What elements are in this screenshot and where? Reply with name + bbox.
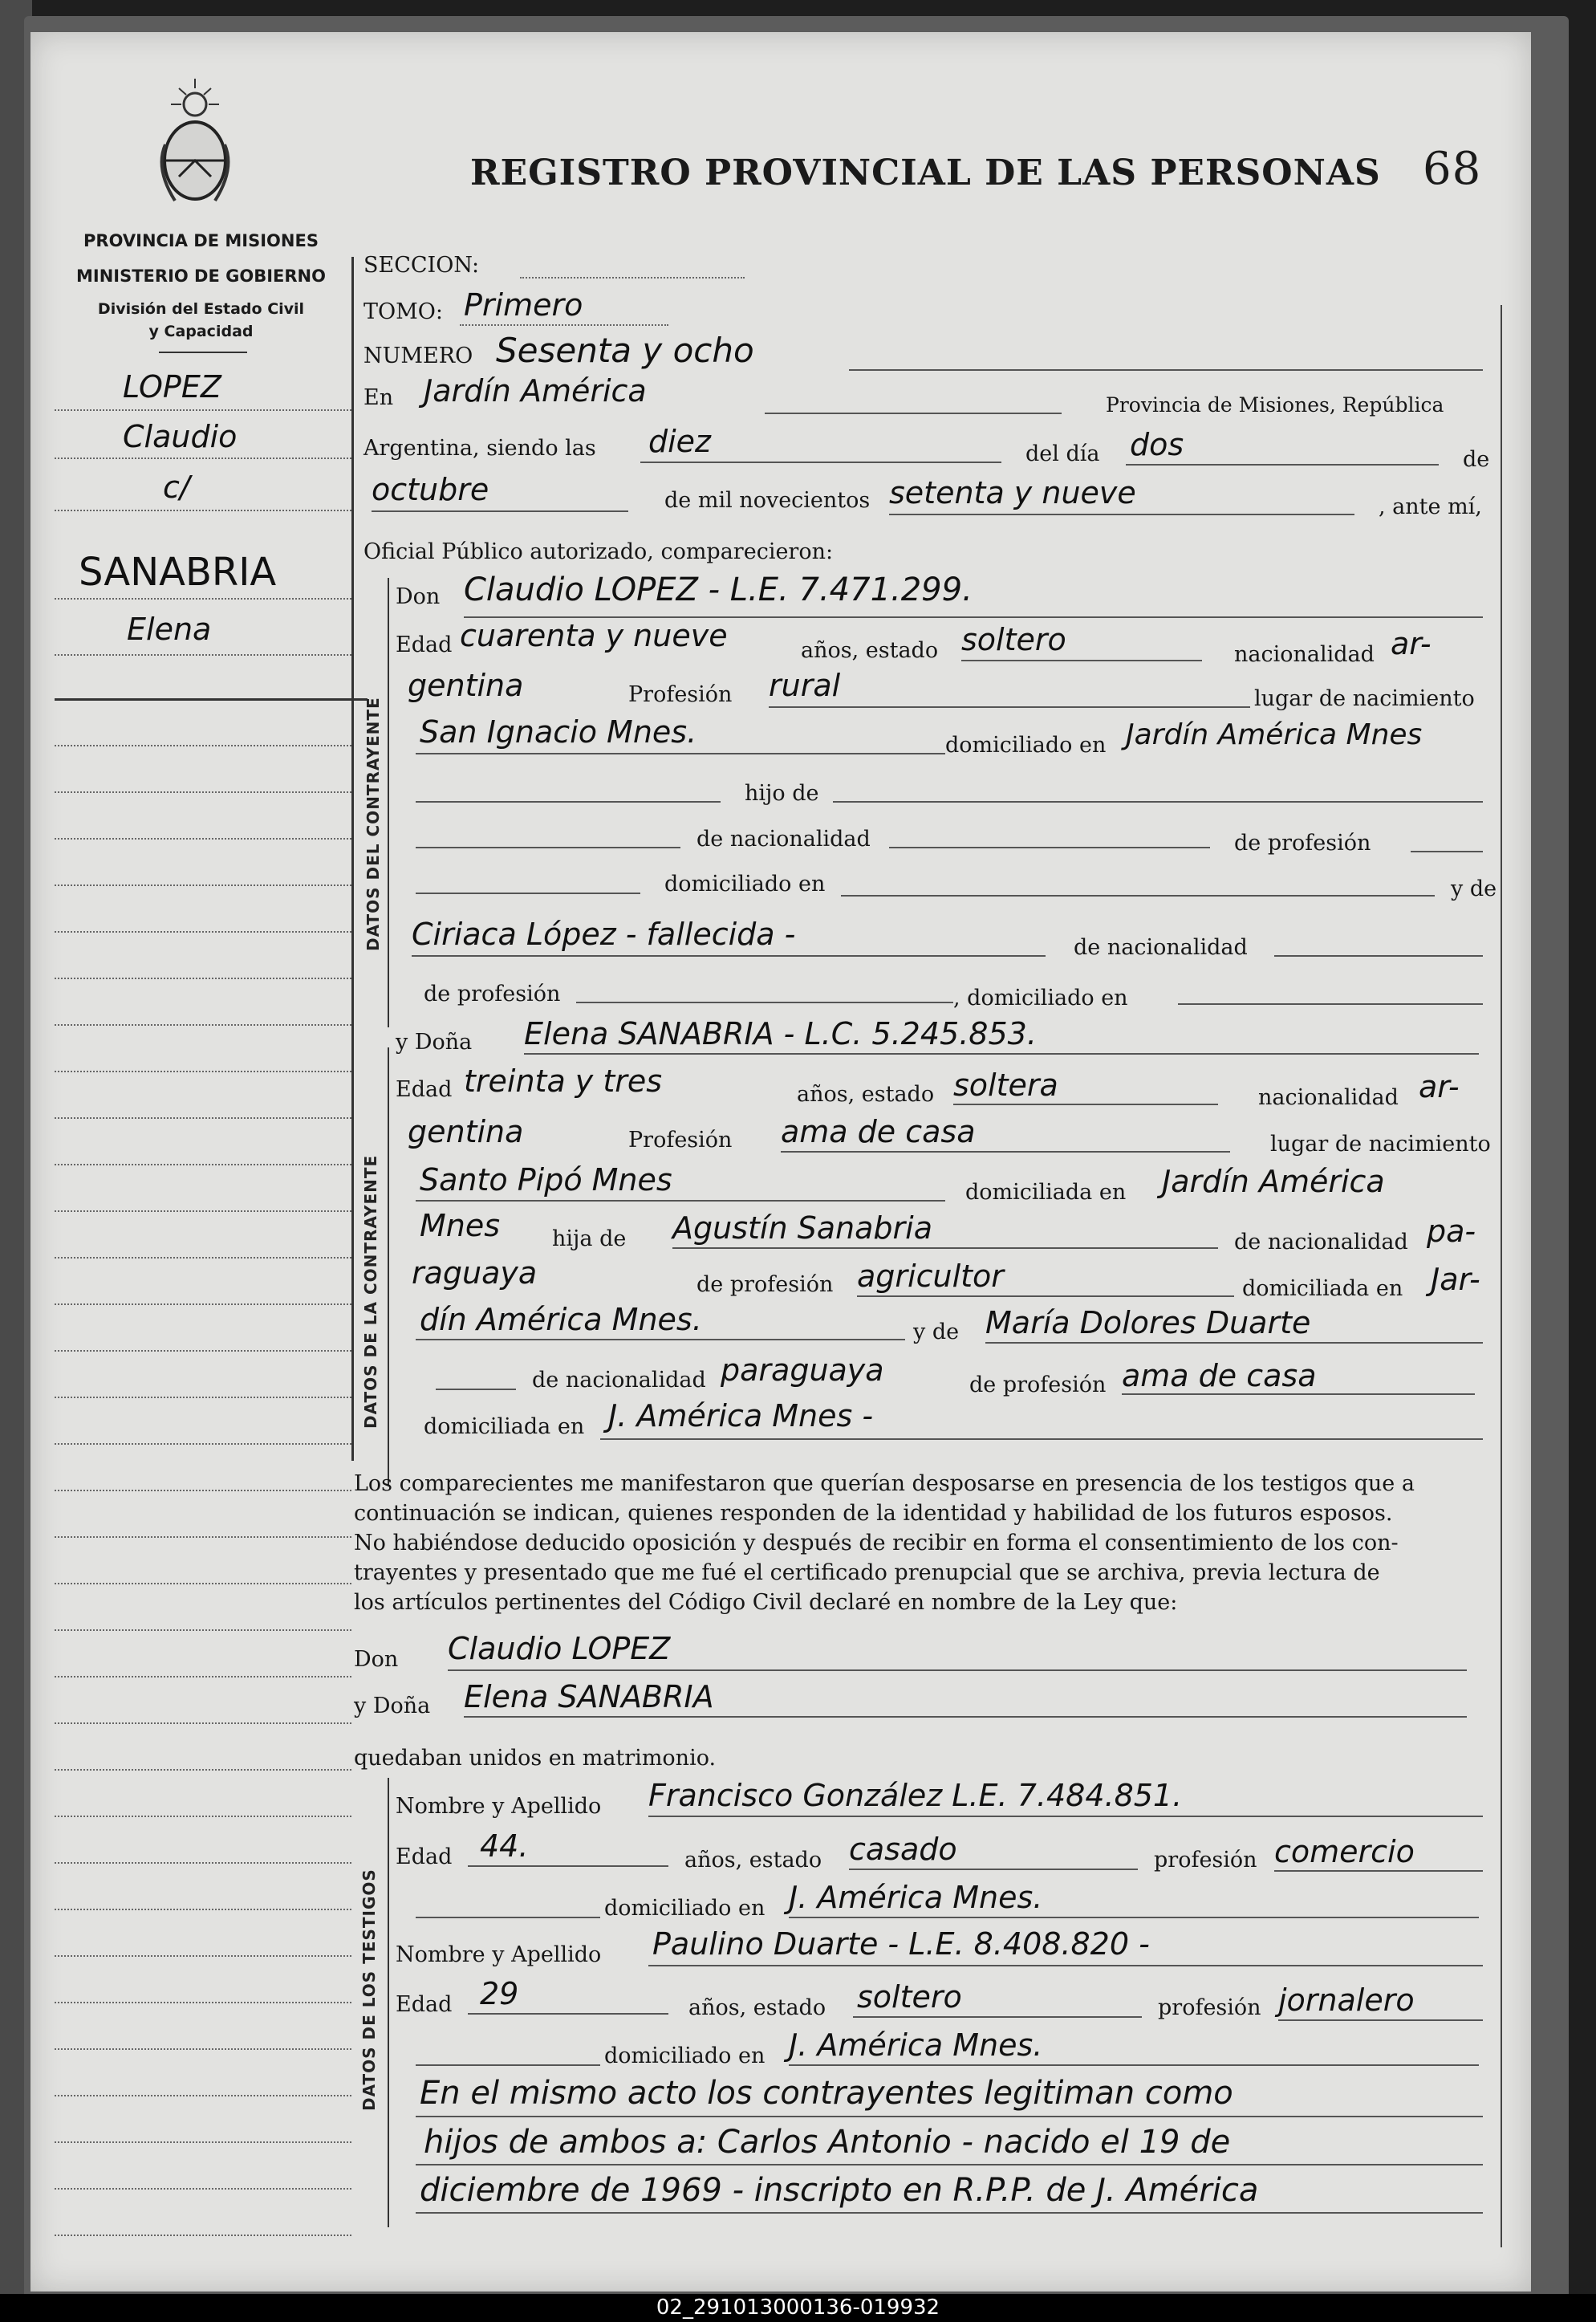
c1-y-de-label: y de xyxy=(1451,876,1497,901)
margin-rule xyxy=(351,257,354,1461)
c2-dona-label: y Doña xyxy=(396,1030,473,1055)
declaration-line: trayentes y presentado que me fué el certificado prenupcial que se archiva, previa lectura de xyxy=(354,1560,1380,1585)
sidebar-org-line-1: PROVINCIA DE MISIONES xyxy=(83,231,319,250)
numero-line xyxy=(849,369,1483,371)
c2-nacionalidad-value-1: ar- xyxy=(1419,1069,1460,1104)
contrayente-1-rule xyxy=(388,578,389,1027)
de-text: de xyxy=(1463,447,1490,472)
c1-edad-value: cuarenta y nueve xyxy=(460,618,728,653)
c2-padre-nac-value-1: pa- xyxy=(1427,1214,1476,1249)
t2-estado-value: soltero xyxy=(857,1979,962,2015)
nota-rule-3 xyxy=(416,2212,1483,2214)
contrayente-1-side-label: DATOS DEL CONTRAYENTE xyxy=(363,697,383,951)
tomo-label: TOMO: xyxy=(363,299,444,324)
scan-caption: 02_291013000136-019932 xyxy=(656,2296,940,2320)
sidebar-org-line-2: MINISTERIO DE GOBIERNO xyxy=(76,266,326,286)
nota-line-2: hijos de ambos a: Carlos Antonio - nacido el 19 de xyxy=(424,2124,1231,2161)
argentina-text: Argentina, siendo las xyxy=(363,436,596,461)
c2-domicilio-value-1: Jardín América xyxy=(1162,1164,1385,1199)
c2-padre-value: Agustín Sanabria xyxy=(672,1210,932,1246)
t2-profesion-line xyxy=(1278,2019,1483,2021)
sidebar-org-line-3: División del Estado Civil xyxy=(97,300,305,318)
c1-estado-line xyxy=(961,660,1202,661)
seccion-label: SECCION: xyxy=(363,253,480,278)
register-page xyxy=(30,32,1531,2292)
c2-profesion-value: ama de casa xyxy=(781,1114,976,1149)
c1-de-nacionalidad-label: de nacionalidad xyxy=(696,827,871,852)
t1-nombre-line xyxy=(648,1816,1483,1817)
c1-domiciliado-label: domiciliado en xyxy=(945,733,1107,758)
c1-nac-line-b xyxy=(889,847,1210,848)
c1-nacionalidad-value-1: ar- xyxy=(1391,626,1432,661)
testigos-side-label: DATOS DE LOS TESTIGOS xyxy=(359,1869,379,2111)
decl-dona-value: Elena SANABRIA xyxy=(464,1679,714,1714)
page-number: 68 xyxy=(1423,143,1482,195)
c2-madre-value: María Dolores Duarte xyxy=(985,1305,1311,1340)
testigos-rule xyxy=(388,1778,389,2227)
c2-nacionalidad-label: nacionalidad xyxy=(1258,1085,1399,1110)
declaration-line: continuación se indican, quienes responden de la identidad y habilidad de los futuros esposos. xyxy=(354,1501,1393,1526)
register-header-title: REGISTRO PROVINCIAL DE LAS PERSONAS xyxy=(470,152,1381,193)
sidebar-given-1: Claudio xyxy=(123,419,238,454)
t1-profesion-value: comercio xyxy=(1274,1834,1415,1869)
en-label: En xyxy=(363,385,394,410)
declaration-line: los artículos pertinentes del Código Civil declaré en nombre de la Ley que: xyxy=(354,1590,1178,1615)
contrayente-2-rule xyxy=(388,1047,389,1485)
en-value: Jardín América xyxy=(424,373,647,409)
dia-value: dos xyxy=(1130,427,1184,462)
tomo-line xyxy=(460,324,668,326)
c2-madre-nac-value: paraguaya xyxy=(721,1352,884,1388)
c1-madre-nac-label: de nacionalidad xyxy=(1074,935,1248,960)
t1-edad-value: 44. xyxy=(480,1828,529,1864)
nota-rule-2 xyxy=(416,2164,1483,2165)
c1-don-label: Don xyxy=(396,584,441,609)
c1-madre-dom-line xyxy=(1178,1003,1483,1005)
c2-profesion-label: Profesión xyxy=(628,1128,733,1153)
c1-dom-line-b xyxy=(841,895,1435,897)
t2-edad-label: Edad xyxy=(396,1992,453,2017)
c1-domicilio-value: Jardín América Mnes xyxy=(1126,718,1423,751)
t1-edad-line xyxy=(468,1865,668,1867)
c1-madre-nac-line xyxy=(1274,955,1483,957)
c2-madre-dom-line xyxy=(600,1438,1483,1440)
c1-profesion-label: Profesión xyxy=(628,682,733,707)
c1-madre-prof-label: de profesión xyxy=(424,982,561,1006)
c2-lugar-line xyxy=(416,1200,945,1202)
t2-estado-line xyxy=(853,2016,1142,2018)
c1-madre-prof-line xyxy=(576,1002,953,1003)
t2-nombre-label: Nombre y Apellido xyxy=(396,1942,602,1967)
c2-profesion-line xyxy=(781,1151,1230,1153)
t2-anios-estado: años, estado xyxy=(688,1995,826,2020)
c1-anios-estado: años, estado xyxy=(801,638,939,663)
c2-edad-label: Edad xyxy=(396,1077,453,1102)
mes-line xyxy=(372,510,628,512)
nota-rule-1 xyxy=(416,2116,1483,2117)
t1-nombre-label: Nombre y Apellido xyxy=(396,1794,602,1819)
t1-profesion-line xyxy=(1274,1870,1483,1872)
declaration-line: Los comparecientes me manifestaron que querían desposarse en presencia de los testigos que a xyxy=(354,1471,1415,1496)
c2-padre-dom-label: domiciliada en xyxy=(1242,1276,1403,1301)
c1-estado-value: soltero xyxy=(961,622,1066,657)
t2-profesion-value: jornalero xyxy=(1278,1982,1415,2018)
c2-padre-dom-value-1: Jar- xyxy=(1431,1262,1480,1297)
oficial-text: Oficial Público autorizado, comparecieron: xyxy=(363,539,834,564)
c1-madre-dom-label: , domiciliado en xyxy=(953,986,1128,1011)
c2-padre-line xyxy=(672,1247,1218,1249)
t1-estado-line xyxy=(849,1869,1138,1870)
dia-line xyxy=(1126,464,1439,466)
c2-madre-dom-label: domiciliada en xyxy=(424,1414,585,1439)
c1-lugar-line xyxy=(416,753,945,754)
c2-padre-dom-value-2: dín América Mnes. xyxy=(420,1302,702,1337)
t2-profesion-label: profesión xyxy=(1158,1995,1261,2020)
sidebar-conjunction: c/ xyxy=(163,470,190,505)
t1-dom-line-b xyxy=(789,1917,1479,1918)
decl-don-label: Don xyxy=(354,1647,399,1672)
c2-padre-dom-line xyxy=(416,1339,905,1340)
t2-domicilio-value: J. América Mnes. xyxy=(789,2027,1043,2063)
c2-padre-prof-label: de profesión xyxy=(696,1272,834,1297)
mes-value: octubre xyxy=(372,472,489,507)
c2-lugar-label: lugar de nacimiento xyxy=(1270,1132,1491,1157)
c2-madre-prof-value: ama de casa xyxy=(1122,1358,1317,1393)
t1-profesion-label: profesión xyxy=(1154,1848,1257,1873)
c1-edad-label: Edad xyxy=(396,632,453,657)
coat-of-arms-icon xyxy=(151,72,239,209)
c1-madre-line xyxy=(412,955,1046,957)
anio-value: setenta y nueve xyxy=(889,475,1136,510)
c1-hijo-line-b xyxy=(833,801,1483,803)
c2-dona-value: Elena SANABRIA - L.C. 5.245.853. xyxy=(524,1016,1037,1051)
c1-profesion-line xyxy=(769,706,1250,708)
c2-nacionalidad-value-2: gentina xyxy=(408,1114,524,1149)
c1-prof-line xyxy=(1411,851,1483,852)
c2-madre-prof-label: de profesión xyxy=(969,1372,1107,1397)
decl-unidos-text: quedaban unidos en matrimonio. xyxy=(354,1746,717,1771)
t1-nombre-value: Francisco González L.E. 7.484.851. xyxy=(648,1778,1183,1813)
provincia-text: Provincia de Misiones, República xyxy=(1106,393,1444,417)
c2-padre-prof-line xyxy=(857,1295,1234,1297)
c1-domiciliado-en-label: domiciliado en xyxy=(664,872,826,897)
c1-lugar-label: lugar de nacimiento xyxy=(1254,686,1475,711)
c2-madre-line xyxy=(985,1342,1483,1344)
t1-anios-estado: años, estado xyxy=(684,1848,822,1873)
decl-don-value: Claudio LOPEZ xyxy=(448,1631,671,1666)
contrayente-2-side-label: DATOS DE LA CONTRAYENTE xyxy=(361,1154,380,1429)
c1-profesion-value: rural xyxy=(769,668,841,703)
numero-value: Sesenta y ocho xyxy=(496,331,754,370)
c1-de-profesion-label: de profesión xyxy=(1234,831,1371,856)
del-dia-text: del día xyxy=(1025,441,1100,466)
t1-estado-value: casado xyxy=(849,1832,957,1867)
declaration-line: No habiéndose deducido oposición y después de recibir en forma el consentimiento de los con- xyxy=(354,1531,1399,1555)
c1-nacionalidad-label: nacionalidad xyxy=(1234,642,1375,667)
sidebar-divider xyxy=(159,352,247,353)
c2-lugar-value: Santo Pipó Mnes xyxy=(420,1162,672,1198)
t2-edad-value: 29 xyxy=(480,1976,519,2011)
c2-dona-line xyxy=(524,1053,1479,1055)
c2-anios-estado: años, estado xyxy=(797,1082,935,1107)
t2-dom-line-a xyxy=(416,2064,600,2066)
c1-hijo-de-label: hijo de xyxy=(745,781,819,806)
ante-mi-text: , ante mí, xyxy=(1379,494,1482,519)
numero-label: NUMERO xyxy=(363,344,473,368)
c1-dom-line-a xyxy=(416,893,640,894)
t1-domiciliado-label: domiciliado en xyxy=(604,1896,766,1921)
anio-line xyxy=(889,514,1354,515)
c2-madre-prof-line xyxy=(1122,1393,1475,1395)
nota-line-1: En el mismo acto los contrayentes legitiman como xyxy=(420,2075,1233,2112)
c2-madre-dom-value: J. América Mnes - xyxy=(608,1398,874,1433)
t1-domicilio-value: J. América Mnes. xyxy=(789,1880,1043,1915)
t2-nombre-line xyxy=(648,1965,1483,1966)
c1-nac-line-a xyxy=(416,847,680,848)
decl-dona-label: y Doña xyxy=(354,1694,431,1718)
sidebar-org-line-4: y Capacidad xyxy=(148,323,254,340)
nota-line-3: diciembre de 1969 - inscripto en R.P.P. de J. América xyxy=(420,2172,1259,2209)
hora-line xyxy=(640,462,1001,463)
c1-lugar-value: San Ignacio Mnes. xyxy=(420,714,697,750)
c2-padre-nac-label: de nacionalidad xyxy=(1234,1230,1408,1255)
right-rule xyxy=(1501,305,1502,2247)
c2-padre-prof-value: agricultor xyxy=(857,1259,1004,1294)
en-line xyxy=(765,413,1062,414)
t2-edad-line xyxy=(468,2013,668,2015)
t1-dom-line-a xyxy=(416,1917,600,1918)
hora-value: diez xyxy=(648,424,712,459)
c1-hijo-line-a xyxy=(416,801,721,803)
sidebar-surname-1: LOPEZ xyxy=(123,369,221,405)
c2-domiciliada-label: domiciliada en xyxy=(965,1180,1127,1205)
t2-dom-line-b xyxy=(789,2064,1479,2066)
c1-nacionalidad-value-2: gentina xyxy=(408,668,524,703)
de-mil-text: de mil novecientos xyxy=(664,488,871,513)
c1-don-value: Claudio LOPEZ - L.E. 7.471.299. xyxy=(464,571,973,608)
c2-estado-value: soltera xyxy=(953,1067,1058,1103)
c2-y-de-label: y de xyxy=(913,1320,960,1344)
c2-edad-value: treinta y tres xyxy=(464,1063,663,1099)
tomo-value: Primero xyxy=(464,287,583,323)
c2-madre-nac-line-a xyxy=(436,1389,516,1390)
c2-hija-de-label: hija de xyxy=(552,1226,627,1251)
c1-madre-value: Ciriaca López - fallecida - xyxy=(412,917,796,952)
decl-don-line xyxy=(448,1669,1467,1671)
c2-estado-line xyxy=(953,1104,1218,1105)
sidebar-surname-2: SANABRIA xyxy=(79,550,277,595)
sidebar-given-2: Elena xyxy=(127,612,212,647)
declaration-paragraph xyxy=(354,1469,1509,1617)
t2-domiciliado-label: domiciliado en xyxy=(604,2043,766,2068)
c2-domicilio-value-2: Mnes xyxy=(420,1208,501,1243)
t1-edad-label: Edad xyxy=(396,1844,453,1869)
decl-dona-line xyxy=(464,1716,1467,1718)
c2-madre-nac-label: de nacionalidad xyxy=(532,1368,706,1393)
c2-padre-nac-value-2: raguaya xyxy=(412,1255,538,1291)
seccion-line xyxy=(520,277,745,279)
t2-nombre-value: Paulino Duarte - L.E. 8.408.820 - xyxy=(652,1926,1150,1962)
